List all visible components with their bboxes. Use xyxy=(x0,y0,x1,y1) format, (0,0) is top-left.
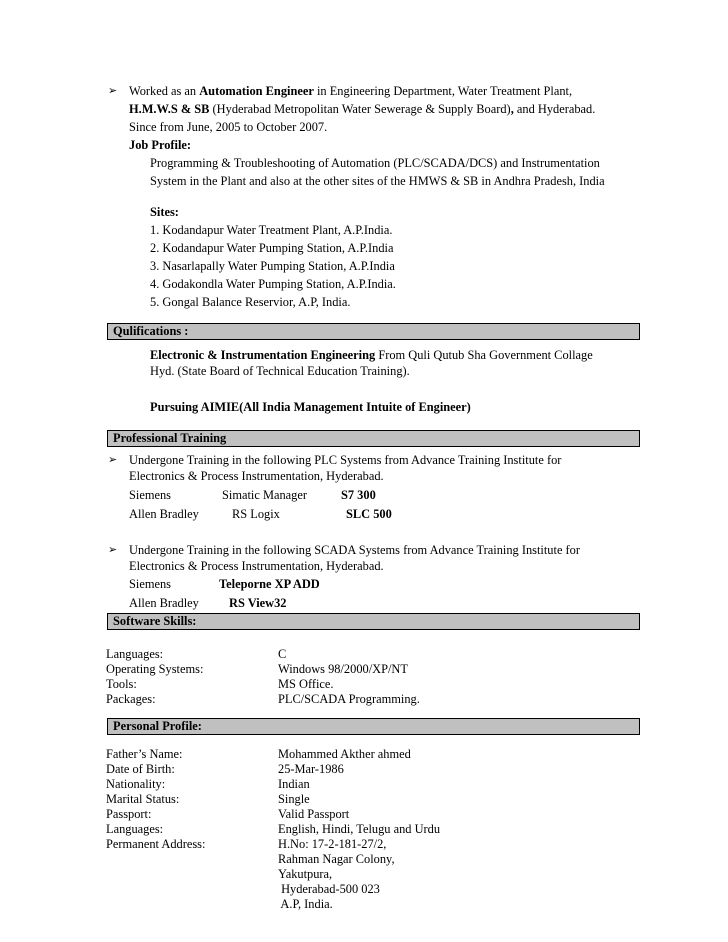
plc-system: SLC 500 xyxy=(346,507,392,521)
profile-label: Passport: xyxy=(106,807,152,821)
address-line: Yakutpura, xyxy=(278,867,333,881)
plc-vendor: Allen Bradley xyxy=(129,507,199,521)
job-profile-text: System in the Plant and also at the other sites of the HMWS & SB in Andhra Pradesh, India xyxy=(150,174,605,188)
bullet-arrow-icon: ➢ xyxy=(108,84,118,97)
sites-label: Sites: xyxy=(150,205,179,219)
job-profile-text: Programming & Troubleshooting of Automation (PLC/SCADA/DCS) and Instrumentation xyxy=(150,156,600,170)
profile-value: Valid Passport xyxy=(278,807,350,821)
skill-value: MS Office. xyxy=(278,677,334,691)
professional-training-header: Professional Training xyxy=(107,430,640,447)
profile-value: Mohammed Akther ahmed xyxy=(278,747,411,761)
degree-text: Electronic & Instrumentation Engineering From Quli Qutub Sha Government Collage xyxy=(150,348,593,362)
job-profile-label: Job Profile: xyxy=(129,138,192,152)
skill-value: C xyxy=(278,647,287,661)
skill-label: Packages: xyxy=(106,692,156,706)
experience-intro: Worked as an Automation Engineer in Engineering Department, Water Treatment Plant, xyxy=(129,84,573,98)
plc-training-text: Undergone Training in the following PLC Systems from Advance Training Institute for xyxy=(129,453,562,467)
site-item: 1. Kodandapur Water Treatment Plant, A.P.India. xyxy=(150,223,393,237)
skill-label: Languages: xyxy=(106,647,164,661)
qualifications-header: Qulifications : xyxy=(107,323,640,340)
software-skills-header: Software Skills: xyxy=(107,613,640,630)
profile-label: Nationality: xyxy=(106,777,166,791)
experience-period: Since from June, 2005 to October 2007. xyxy=(129,120,328,134)
scada-vendor: Allen Bradley xyxy=(129,596,199,610)
site-item: 2. Kodandapur Water Pumping Station, A.P.India xyxy=(150,241,394,255)
skill-label: Operating Systems: xyxy=(106,662,204,676)
experience-organization: H.M.W.S & SB (Hyderabad Metropolitan Water Sewerage & Supply Board), and Hyderabad. xyxy=(129,102,596,116)
site-item: 3. Nasarlapally Water Pumping Station, A.P.India xyxy=(150,259,395,273)
site-item: 5. Gongal Balance Reservior, A.P, India. xyxy=(150,295,351,309)
profile-label: Languages: xyxy=(106,822,164,836)
skill-label: Tools: xyxy=(106,677,137,691)
plc-software: RS Logix xyxy=(232,507,280,521)
plc-vendor: Siemens xyxy=(129,488,171,502)
plc-system: S7 300 xyxy=(341,488,376,502)
profile-label: Marital Status: xyxy=(106,792,180,806)
profile-label: Permanent Address: xyxy=(106,837,206,851)
address-line: Rahman Nagar Colony, xyxy=(278,852,395,866)
profile-label: Father’s Name: xyxy=(106,747,183,761)
site-item: 4. Godakondla Water Pumping Station, A.P.India. xyxy=(150,277,396,291)
scada-training-text: Undergone Training in the following SCADA Systems from Advance Training Institute for xyxy=(129,543,580,557)
profile-value: Single xyxy=(278,792,310,806)
profile-label: Date of Birth: xyxy=(106,762,175,776)
profile-value: H.No: 17-2-181-27/2, xyxy=(278,837,387,851)
bullet-arrow-icon: ➢ xyxy=(108,543,118,556)
pursuing-text: Pursuing AIMIE(All India Management Intuite of Engineer) xyxy=(150,400,471,414)
plc-software: Simatic Manager xyxy=(222,488,307,502)
profile-value: English, Hindi, Telugu and Urdu xyxy=(278,822,441,836)
degree-text: Hyd. (State Board of Technical Education Training). xyxy=(150,364,410,378)
scada-system: Teleporne XP ADD xyxy=(219,577,320,591)
skill-value: Windows 98/2000/XP/NT xyxy=(278,662,408,676)
personal-profile-header: Personal Profile: xyxy=(107,718,640,735)
scada-system: RS View32 xyxy=(229,596,287,610)
address-line: Hyderabad-500 023 xyxy=(278,882,380,896)
profile-value: Indian xyxy=(278,777,310,791)
scada-vendor: Siemens xyxy=(129,577,171,591)
address-line: A.P, India. xyxy=(278,897,333,911)
plc-training-text: Electronics & Process Instrumentation, Hyderabad. xyxy=(129,469,384,483)
scada-training-text: Electronics & Process Instrumentation, Hyderabad. xyxy=(129,559,384,573)
profile-value: 25-Mar-1986 xyxy=(278,762,344,776)
skill-value: PLC/SCADA Programming. xyxy=(278,692,420,706)
bullet-arrow-icon: ➢ xyxy=(108,453,118,466)
